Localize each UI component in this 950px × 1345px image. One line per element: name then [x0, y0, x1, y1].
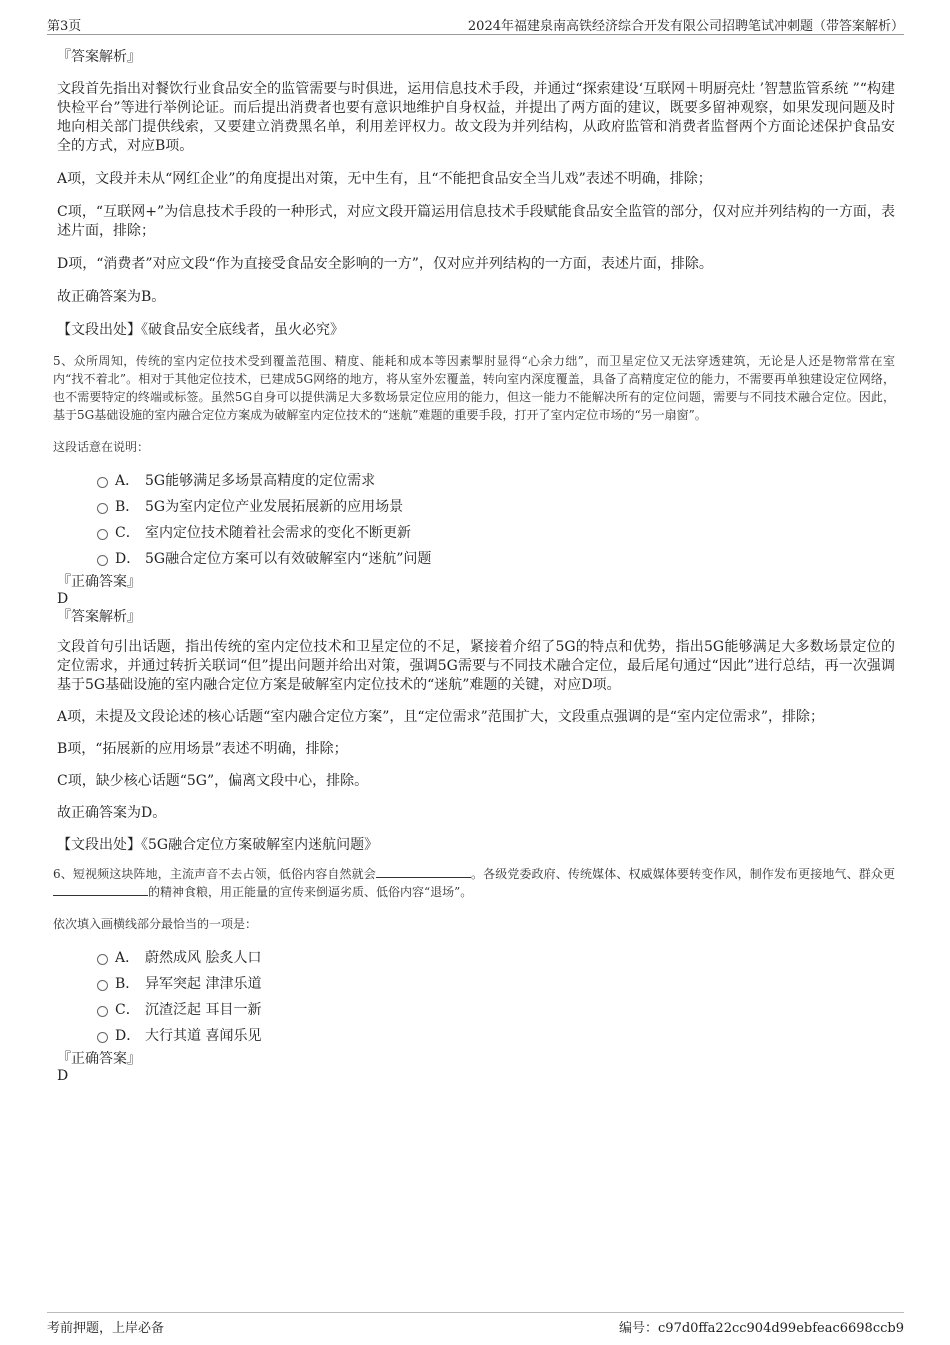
radio-button[interactable] [97, 477, 108, 488]
q5-answer: D [57, 591, 69, 607]
q5-analysis-option-c: C项，缺少核心话题“5G”，偏离文段中心，排除。 [57, 773, 369, 789]
footer-slogan: 考前押题，上岸必备 [47, 1321, 165, 1336]
q5-option-a[interactable]: A． 5G能够满足多场景高精度的定位需求 [57, 471, 895, 497]
q5-option-b[interactable]: B． 5G为室内定位产业发展拓展新的应用场景 [57, 497, 895, 523]
q4-analysis-option-d: D项，“消费者”对应文段“作为直接受食品安全影响的一方”，仅对应并列结构的一方面，表述片面，排除。 [57, 256, 713, 272]
page-number: 第3页 [47, 19, 82, 34]
fill-blank-1 [376, 865, 471, 878]
q6-stem: 6、短视频这块阵地，主流声音不去占领，低俗内容自然就会 。各级党委政府、传统媒体、权威媒体要转变作风，制作发布更接地气、群众更的精神食粮，用正能量的宣传来倒逼劣质、低俗内容“退场”。 [53, 867, 895, 899]
document-id: 编号：c97d0ffa22cc904d99ebfeac6698ccb9 [619, 1321, 904, 1336]
q5-analysis-option-a: A项，未提及文段论述的核心话题“室内融合定位方案”，且“定位需求”范围扩大，文段重点强调的是“室内定位需求”，排除； [57, 709, 825, 725]
q6-answer: D [57, 1068, 69, 1084]
q6-option-a[interactable]: A． 蔚然成风 脍炙人口 [57, 948, 895, 974]
q5-option-c[interactable]: C． 室内定位技术随着社会需求的变化不断更新 [57, 523, 895, 549]
q6-option-c[interactable]: C． 沉渣泛起 耳目一新 [57, 1000, 895, 1026]
answer-analysis-label: 『答案解析』 [57, 609, 141, 625]
q4-source: 【文段出处】《破食品安全底线者，虽火必究》 [57, 322, 344, 338]
q4-analysis-paragraph: 文段首先指出对餐饮行业食品安全的监管需要与时俱进，运用信息技术手段，并通过“探索建设‘互联网＋明厨亮灶 ’智慧监管系统 ”“构建快检平台”等进行举例论证。而后提出消费者也要有意识地维护自身权益，并提出了两方面的建议，既要多留神观察，如果发现问题及时地向相关部门提供线索，又要建立消费黑名单，利用差评权力。故文段为并列结构，从政府监管和消费者监督两个方面论述保护食品安全的方式，对应B项。 [57, 81, 895, 154]
q5-prompt: 这段话意在说明： [53, 440, 150, 454]
q4-analysis-option-c: C项，“互联网+”为信息技术手段的一种形式，对应文段开篇运用信息技术手段赋能食品安全监管的部分，仅对应并列结构的一方面，表述片面，排除； [57, 204, 895, 239]
correct-answer-label: 『正确答案』 [57, 1051, 141, 1067]
radio-button[interactable] [97, 529, 108, 540]
radio-button[interactable] [97, 1006, 108, 1017]
q6-option-d[interactable]: D． 大行其道 喜闻乐见 [57, 1026, 895, 1052]
correct-answer-label: 『正确答案』 [57, 574, 141, 590]
q5-analysis-paragraph: 文段首句引出话题，指出传统的室内定位技术和卫星定位的不足，紧接着介绍了5G的特点和优势，指出5G能够满足大多数场景定位的定位需求，并通过转折关联词“但”提出问题并给出对策，强调5G需要与不同技术融合定位，最后尾句通过“因此”进行总结，再一次强调基于5G基础设施的室内融合定位方案是破解室内定位技术的“迷航”难题的关键，对应D项。 [57, 639, 895, 693]
radio-button[interactable] [97, 503, 108, 514]
document-title: 2024年福建泉南高铁经济综合开发有限公司招聘笔试冲刺题（带答案解析） [467, 19, 904, 34]
page-footer [47, 1312, 904, 1335]
page-header [47, 14, 904, 35]
page-content [53, 48, 895, 1085]
q4-analysis-conclusion: 故正确答案为B。 [57, 289, 166, 305]
answer-analysis-label: 『答案解析』 [57, 49, 141, 65]
fill-blank-2 [53, 883, 148, 896]
q6-options [57, 948, 895, 1052]
q5-analysis-option-b: B项，“拓展新的应用场景”表述不明确，排除； [57, 741, 348, 757]
q5-analysis-conclusion: 故正确答案为D。 [57, 805, 167, 821]
radio-button[interactable] [97, 555, 108, 566]
q5-source: 【文段出处】《5G融合定位方案破解室内迷航问题》 [57, 837, 379, 853]
q5-options [57, 471, 895, 575]
q5-stem: 5、众所周知，传统的室内定位技术受到覆盖范围、精度、能耗和成本等因素掣肘显得“心余力绌”，而卫星定位又无法穿透建筑，无论是人还是物常常在室内“找不着北”。相对于其他定位技术，已建成5G网络的地方，将从室外宏覆盖，转向室内深度覆盖，具备了高精度定位的能力，不需要再单独建设定位网络，也不需要特定的终端或标签。虽然5G自身可以提供满足大多数场景定位应用的能力，但这一能力不能解决所有的定位问题，需要与不同技术融合定位。因此，基于5G基础设施的室内融合定位方案成为破解室内定位技术的“迷航”难题的重要手段，打开了室内定位市场的“另一扇窗”。 [53, 354, 895, 422]
radio-button[interactable] [97, 980, 108, 991]
q6-option-b[interactable]: B． 异军突起 津津乐道 [57, 974, 895, 1000]
q4-analysis-option-a: A项，文段并未从“网红企业”的角度提出对策，无中生有，且“不能把食品安全当儿戏”表述不明确，排除； [57, 171, 712, 187]
radio-button[interactable] [97, 1032, 108, 1043]
q5-option-d[interactable]: D． 5G融合定位方案可以有效破解室内“迷航”问题 [57, 549, 895, 575]
q6-prompt: 依次填入画横线部分最恰当的一项是： [53, 917, 258, 931]
radio-button[interactable] [97, 954, 108, 965]
